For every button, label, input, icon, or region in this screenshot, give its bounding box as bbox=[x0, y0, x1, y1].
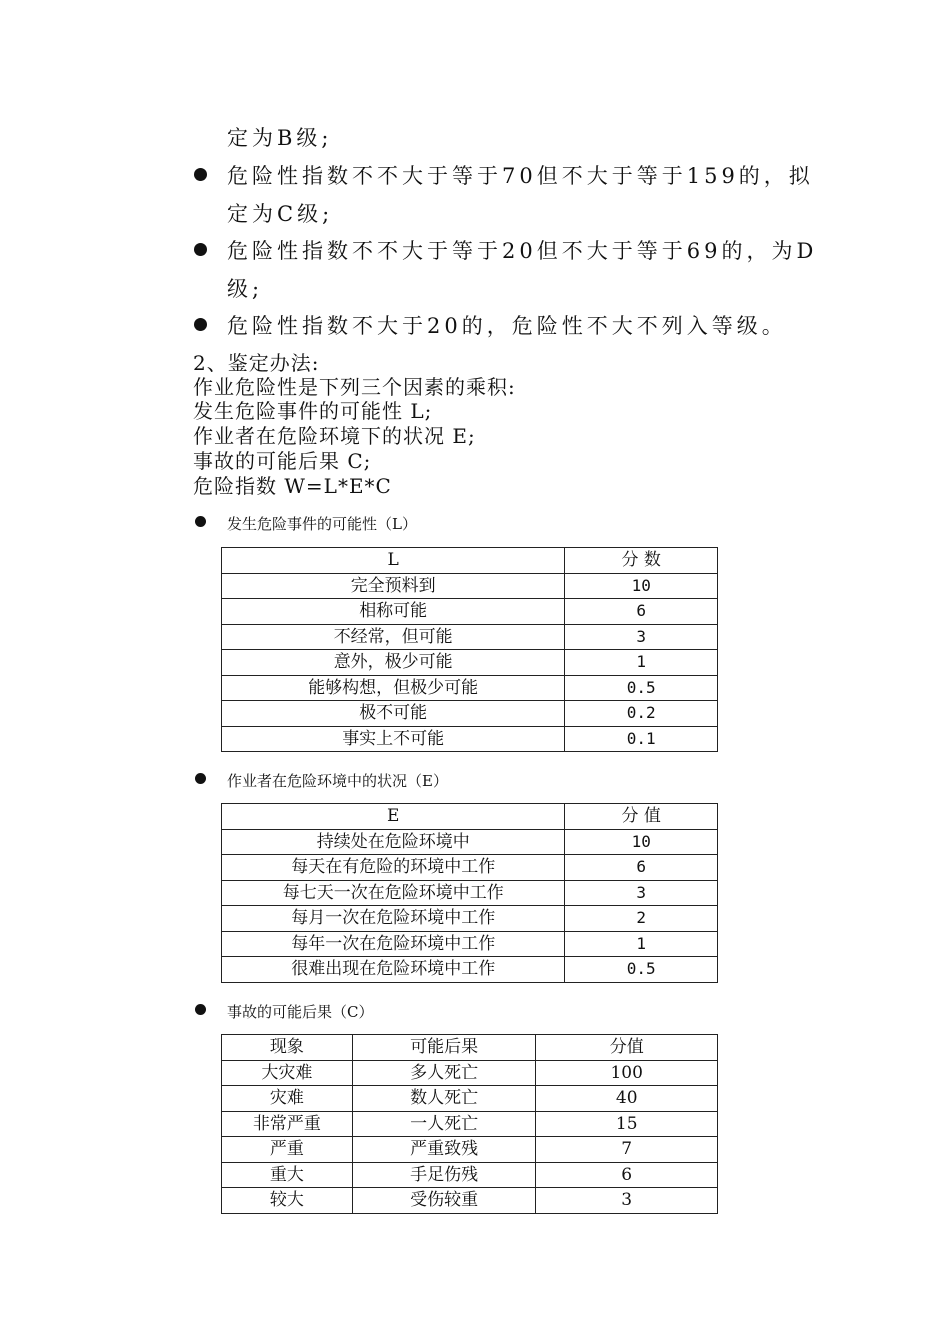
table-l bbox=[221, 547, 718, 752]
bullet-icon bbox=[194, 243, 207, 256]
table-row bbox=[222, 599, 718, 625]
bullet-icon bbox=[194, 168, 207, 181]
factor-l-text: 发生危险事件的可能性 L; bbox=[193, 399, 433, 423]
table-cell: 6 bbox=[565, 855, 718, 881]
bullet-icon bbox=[195, 773, 206, 784]
table-header: 现象 bbox=[222, 1035, 353, 1061]
table-c-caption: 事故的可能后果（C） bbox=[227, 1003, 374, 1021]
bullet-icon bbox=[195, 516, 206, 527]
level-c-line1: 危险性指数不不大于等于70但不大于等于159的，拟 bbox=[227, 164, 814, 188]
table-header: 可能后果 bbox=[352, 1035, 536, 1061]
table-cell: 0.1 bbox=[565, 726, 718, 752]
table-cell: 数人死亡 bbox=[352, 1086, 536, 1112]
bullet-icon bbox=[195, 1004, 206, 1015]
table-cell: 6 bbox=[565, 599, 718, 625]
table-header: 分 数 bbox=[565, 548, 718, 574]
table-cell: 10 bbox=[565, 829, 718, 855]
table-row bbox=[222, 1137, 718, 1163]
table-row bbox=[222, 1060, 718, 1086]
table-row bbox=[222, 1188, 718, 1214]
table-cell: 1 bbox=[565, 931, 718, 957]
table-row bbox=[222, 573, 718, 599]
table-cell: 100 bbox=[536, 1060, 718, 1086]
table-row bbox=[222, 906, 718, 932]
table-cell: 每月一次在危险环境中工作 bbox=[222, 906, 565, 932]
table-cell: 每天在有危险的环境中工作 bbox=[222, 855, 565, 881]
table-cell: 严重致残 bbox=[352, 1137, 536, 1163]
table-row bbox=[222, 1162, 718, 1188]
table-header: E bbox=[222, 804, 565, 830]
table-cell: 事实上不可能 bbox=[222, 726, 565, 752]
level-c-line2: 定为C级; bbox=[227, 202, 334, 226]
method-heading: 2、鉴定办法: bbox=[193, 351, 320, 375]
table-row bbox=[222, 701, 718, 727]
table-cell: 3 bbox=[565, 624, 718, 650]
table-cell: 每七天一次在危险环境中工作 bbox=[222, 880, 565, 906]
factor-e-text: 作业者在危险环境下的状况 E; bbox=[193, 424, 476, 448]
table-l-caption: 发生危险事件的可能性（L） bbox=[227, 515, 417, 533]
table-row bbox=[222, 1111, 718, 1137]
table-cell: 相称可能 bbox=[222, 599, 565, 625]
table-cell: 40 bbox=[536, 1086, 718, 1112]
table-cell: 大灾难 bbox=[222, 1060, 353, 1086]
table-header: 分 值 bbox=[565, 804, 718, 830]
level-none-line: 危险性指数不大于20的，危险性不大不列入等级。 bbox=[227, 314, 787, 338]
table-header: L bbox=[222, 548, 565, 574]
table-cell: 一人死亡 bbox=[352, 1111, 536, 1137]
table-cell: 3 bbox=[536, 1188, 718, 1214]
table-c bbox=[221, 1034, 718, 1214]
level-d-line2: 级; bbox=[227, 277, 264, 301]
table-cell: 持续处在危险环境中 bbox=[222, 829, 565, 855]
table-cell: 手足伤残 bbox=[352, 1162, 536, 1188]
table-cell: 能够构想，但极少可能 bbox=[222, 675, 565, 701]
bullet-icon bbox=[194, 318, 207, 331]
table-e bbox=[221, 803, 718, 983]
table-cell: 极不可能 bbox=[222, 701, 565, 727]
table-cell: 完全预料到 bbox=[222, 573, 565, 599]
table-cell: 非常严重 bbox=[222, 1111, 353, 1137]
table-cell: 不经常，但可能 bbox=[222, 624, 565, 650]
table-header: 分值 bbox=[536, 1035, 718, 1061]
table-cell: 0.5 bbox=[565, 675, 718, 701]
factor-c-text: 事故的可能后果 C; bbox=[193, 449, 372, 473]
table-cell: 2 bbox=[565, 906, 718, 932]
table-cell: 7 bbox=[536, 1137, 718, 1163]
table-cell: 较大 bbox=[222, 1188, 353, 1214]
table-row bbox=[222, 726, 718, 752]
table-cell: 很难出现在危险环境中工作 bbox=[222, 957, 565, 983]
table-row bbox=[222, 624, 718, 650]
table-cell: 0.2 bbox=[565, 701, 718, 727]
table-cell: 多人死亡 bbox=[352, 1060, 536, 1086]
table-cell: 6 bbox=[536, 1162, 718, 1188]
table-e-caption: 作业者在危险环境中的状况（E） bbox=[227, 772, 448, 790]
level-d-line1: 危险性指数不不大于等于20但不大于等于69的，为D bbox=[227, 239, 818, 263]
formula-text: 危险指数 W=L*E*C bbox=[193, 474, 392, 498]
table-cell: 3 bbox=[565, 880, 718, 906]
table-cell: 1 bbox=[565, 650, 718, 676]
table-row bbox=[222, 931, 718, 957]
table-cell: 严重 bbox=[222, 1137, 353, 1163]
table-cell: 15 bbox=[536, 1111, 718, 1137]
table-row bbox=[222, 957, 718, 983]
table-cell: 10 bbox=[565, 573, 718, 599]
method-intro: 作业危险性是下列三个因素的乘积: bbox=[193, 375, 516, 399]
table-row bbox=[222, 1086, 718, 1112]
table-cell: 0.5 bbox=[565, 957, 718, 983]
table-row bbox=[222, 650, 718, 676]
level-b-tail: 定为B级; bbox=[227, 126, 333, 150]
table-cell: 意外，极少可能 bbox=[222, 650, 565, 676]
table-cell: 受伤较重 bbox=[352, 1188, 536, 1214]
table-row bbox=[222, 880, 718, 906]
table-cell: 灾难 bbox=[222, 1086, 353, 1112]
table-cell: 重大 bbox=[222, 1162, 353, 1188]
table-cell: 每年一次在危险环境中工作 bbox=[222, 931, 565, 957]
table-row bbox=[222, 829, 718, 855]
table-row bbox=[222, 855, 718, 881]
table-row bbox=[222, 675, 718, 701]
